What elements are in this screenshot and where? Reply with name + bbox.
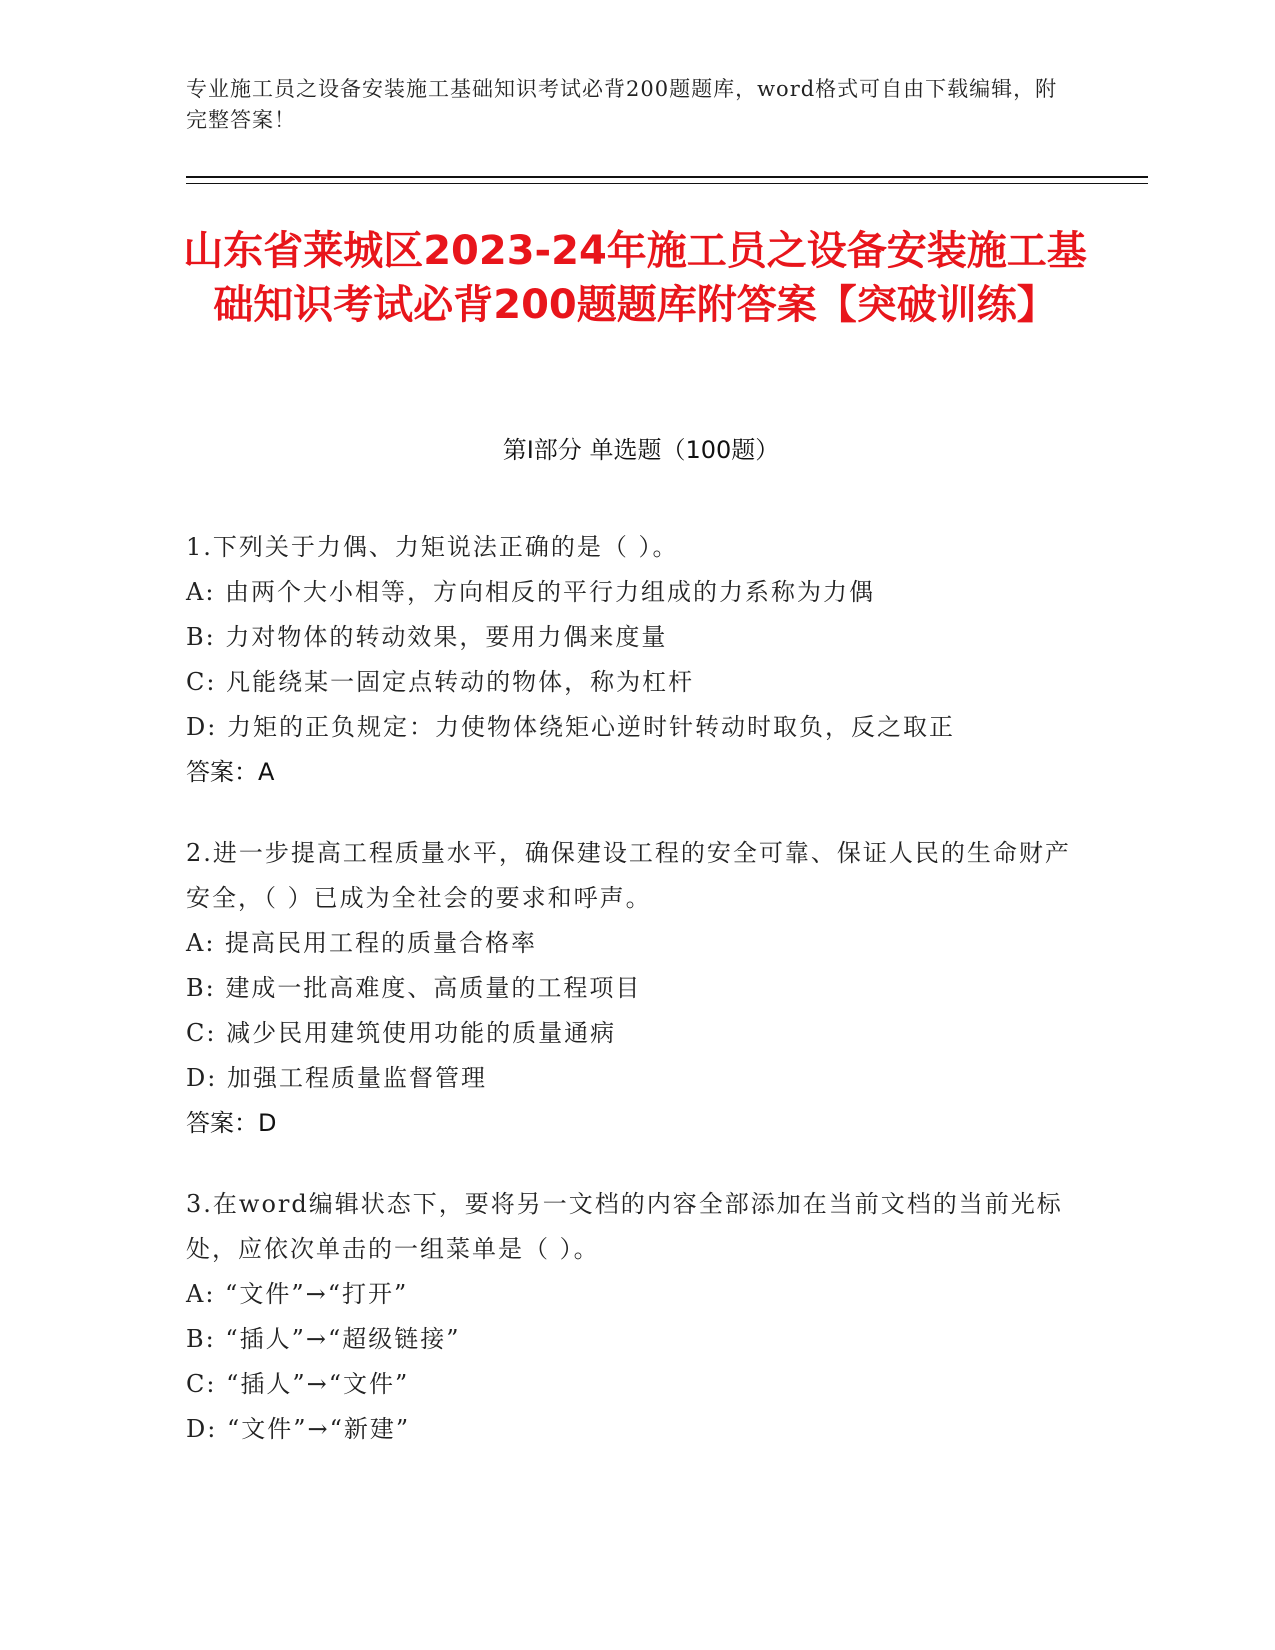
option-d: D: “文件”→“新建”	[186, 1415, 411, 1443]
question-stem: 2.进一步提高工程质量水平，确保建设工程的安全可靠、保证人民的生命财产安全，（ ）已成为全社会的要求和呼声。	[186, 839, 1071, 912]
option-d: D: 力矩的正负规定：力使物体绕矩心逆时针转动时取负，反之取正	[186, 713, 955, 741]
answer-line: 答案：A	[186, 758, 275, 786]
answer-line: 答案：D	[186, 1109, 277, 1137]
option-c: C: “插人”→“文件”	[186, 1370, 410, 1398]
option-b: B: “插人”→“超级链接”	[186, 1325, 461, 1353]
option-a: A: 提高民用工程的质量合格率	[186, 929, 538, 957]
option-b: B: 建成一批高难度、高质量的工程项目	[186, 974, 642, 1002]
question-stem: 3.在word编辑状态下，要将另一文档的内容全部添加在当前文档的当前光标处，应依次单击的一组菜单是（ ）。	[186, 1190, 1063, 1263]
option-d: D: 加强工程质量监督管理	[186, 1064, 487, 1092]
option-a: A: “文件”→“打开”	[186, 1280, 409, 1308]
header-note: 专业施工员之设备安装施工基础知识考试必背200题题库，word格式可自由下载编辑，附完整答案！	[186, 77, 1058, 132]
question-list	[186, 525, 1086, 1488]
option-c: C: 减少民用建筑使用功能的质量通病	[186, 1019, 617, 1047]
option-a: A: 由两个大小相等，方向相反的平行力组成的力系称为力偶	[186, 578, 876, 606]
document-title: 山东省莱城区2023-24年施工员之设备安装施工基础知识考试必背200题题库附答案【突破训练】	[183, 228, 1087, 328]
option-c: C: 凡能绕某一固定点转动的物体，称为杠杆	[186, 668, 695, 696]
section-heading: 第Ⅰ部分 单选题（100题）	[502, 436, 780, 464]
question-item	[186, 525, 1086, 795]
question-item	[186, 831, 1086, 1146]
question-stem: 1.下列关于力偶、力矩说法正确的是（ ）。	[186, 533, 679, 561]
option-b: B: 力对物体的转动效果，要用力偶来度量	[186, 623, 668, 651]
question-item	[186, 1182, 1086, 1452]
header-divider-thin	[186, 183, 1148, 184]
header-divider-thick	[186, 176, 1148, 178]
